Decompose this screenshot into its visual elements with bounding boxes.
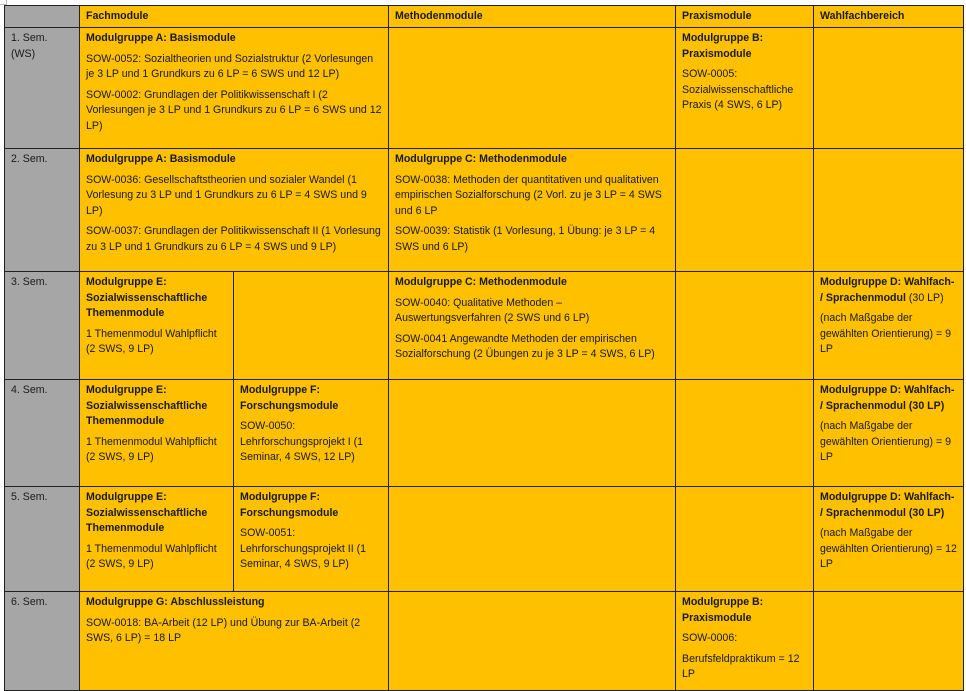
module-item: SOW-0051: Lehrforschungsprojekt II (1 Seminar, 4 SWS, 9 LP): [240, 527, 367, 571]
module-item: SOW-0052: Sozialtheorien und Sozialstruktur (2 Vorlesungen je 3 LP und 1 Grundkurs zu 6 LP = 6 SWS und 12 LP): [86, 52, 374, 81]
methoden-cell: [389, 149, 676, 272]
methoden-cell: [389, 592, 676, 691]
praxis-cell: [676, 380, 814, 487]
table-row: [5, 28, 964, 149]
study-plan-table: [4, 5, 964, 691]
module-item: SOW-0039: Statistik (1 Vorlesung, 1 Übung: je 3 LP = 4 SWS und 6 LP): [395, 225, 656, 253]
header-praxismodule: Praxismodule: [676, 6, 814, 28]
semester-cell: 1. Sem. (WS): [5, 28, 80, 149]
group-title: Modulgruppe B: Praxismodule: [682, 596, 764, 624]
fach-cell: [80, 28, 389, 149]
group-title: Modulgruppe E: Sozialwissenschaftliche Themenmodule: [86, 491, 208, 535]
header-fachmodule: Fachmodule: [80, 6, 389, 28]
praxis-cell: [676, 28, 814, 149]
group-title: Modulgruppe A: Basismodule: [86, 153, 236, 165]
table-row: [5, 592, 964, 691]
table-row: [5, 380, 964, 487]
wahl-cell: [814, 592, 964, 691]
group-title: Modulgruppe A: Basismodule: [86, 32, 236, 44]
module-item: SOW-0050: Lehrforschungsprojekt I (1 Seminar, 4 SWS, 12 LP): [240, 420, 364, 464]
wahl-cell: [814, 380, 964, 487]
group-title: Modulgruppe F: Forschungsmodule: [240, 384, 339, 412]
methoden-cell: [389, 272, 676, 380]
praxis-cell: [676, 149, 814, 272]
table-row: [5, 487, 964, 592]
methoden-cell: [389, 28, 676, 149]
module-item: 1 Themenmodul Wahlpflicht (2 SWS, 9 LP): [86, 327, 217, 356]
group-title: Modulgruppe D: Wahlfach- / Sprachenmodul: [820, 384, 955, 412]
module-item: SOW-0006:: [682, 632, 738, 645]
praxis-cell: [676, 272, 814, 380]
fach-e-cell: [80, 380, 234, 487]
lp-value: (30 LP): [908, 399, 945, 412]
module-item: SOW-0018: BA-Arbeit (12 LP) und Übung zur BA-Arbeit (2 SWS, 6 LP) = 18 LP: [86, 616, 361, 645]
group-title: Modulgruppe C: Methodenmodule: [395, 276, 567, 288]
wahl-cell: [814, 487, 964, 592]
module-item: SOW-0037: Grundlagen der Politikwissenschaft II (1 Vorlesung zu 3 LP und 1 Grundkurs zu 6 LP = 4 SWS und 9 LP): [86, 225, 381, 253]
wahl-note: (nach Maßgabe der gewählten Orientierung) = 12 LP: [820, 527, 957, 571]
wahl-note: (nach Maßgabe der gewählten Orientierung) = 9 LP: [820, 420, 952, 464]
group-title: Modulgruppe D: Wahlfach- / Sprachenmodul: [820, 276, 955, 304]
module-item: 1 Themenmodul Wahlpflicht (2 SWS, 9 LP): [86, 542, 217, 571]
module-item: SOW-0002: Grundlagen der Politikwissenschaft I (2 Vorlesungen je 3 LP und 1 Grundkurs zu 6 LP = 6 SWS und 12 LP): [86, 88, 382, 132]
fach-cell: [80, 149, 389, 272]
group-title: Modulgruppe G: Abschlussleistung: [86, 596, 265, 608]
group-title: Modulgruppe B: Praxismodule: [682, 32, 764, 60]
methoden-cell: [389, 380, 676, 487]
header-semester: [5, 6, 80, 28]
wahl-cell: [814, 28, 964, 149]
praxis-cell: [676, 592, 814, 691]
semester-cell: 2. Sem.: [5, 149, 80, 272]
lp-value: (30 LP): [908, 291, 944, 304]
wahl-cell: [814, 272, 964, 380]
header-row: [5, 6, 964, 28]
module-item: SOW-0036: Gesellschaftstheorien und sozialer Wandel (1 Vorlesung zu 3 LP und 1 Grundkurs zu 6 LP = 4 SWS und 9 LP): [86, 173, 367, 217]
lp-value: (30 LP): [908, 506, 945, 519]
fach-e-cell: [80, 272, 234, 380]
module-item: SOW-0038: Methoden der quantitativen und qualitativen empirischen Sozialforschung (2 Vorl. zu je 3 LP = 4 SWS und 6 LP: [395, 173, 662, 217]
module-item: SOW-0040: Qualitative Methoden – Auswertungsverfahren (2 SWS und 6 LP): [395, 296, 590, 325]
praxis-cell: [676, 487, 814, 592]
module-item: 1 Themenmodul Wahlpflicht (2 SWS, 9 LP): [86, 435, 217, 464]
group-title: Modulgruppe E: Sozialwissenschaftliche Themenmodule: [86, 276, 208, 320]
fach-f-cell: [234, 272, 389, 380]
semester-cell: 5. Sem.: [5, 487, 80, 592]
group-title: Modulgruppe F: Forschungsmodule: [240, 491, 339, 519]
semester-cell: 4. Sem.: [5, 380, 80, 487]
table-row: [5, 272, 964, 380]
table-row: [5, 149, 964, 272]
module-item: Berufsfeldpraktikum = 12 LP: [682, 652, 800, 681]
header-methodenmodule: Methodenmodule: [389, 6, 676, 28]
group-title: Modulgruppe D: Wahlfach- / Sprachenmodul: [820, 491, 955, 519]
semester-cell: 3. Sem.: [5, 272, 80, 380]
wahl-note: (nach Maßgabe der gewählten Orientierung) = 9 LP: [820, 312, 952, 356]
group-title: Modulgruppe E: Sozialwissenschaftliche Themenmodule: [86, 384, 208, 428]
module-item: SOW-0005: Sozialwissenschaftliche Praxis (4 SWS, 6 LP): [682, 68, 794, 112]
methoden-cell: [389, 487, 676, 592]
header-wahlfachbereich: Wahlfachbereich: [814, 6, 964, 28]
fach-cell: [80, 592, 389, 691]
wahl-cell: [814, 149, 964, 272]
fach-f-cell: [234, 487, 389, 592]
fach-f-cell: [234, 380, 389, 487]
module-item: SOW-0041 Angewandte Methoden der empirischen Sozialforschung (2 Übungen zu je 3 LP = 4 SWS, 6 LP): [395, 332, 655, 361]
semester-cell: 6. Sem.: [5, 592, 80, 691]
fach-e-cell: [80, 487, 234, 592]
group-title: Modulgruppe C: Methodenmodule: [395, 153, 567, 165]
